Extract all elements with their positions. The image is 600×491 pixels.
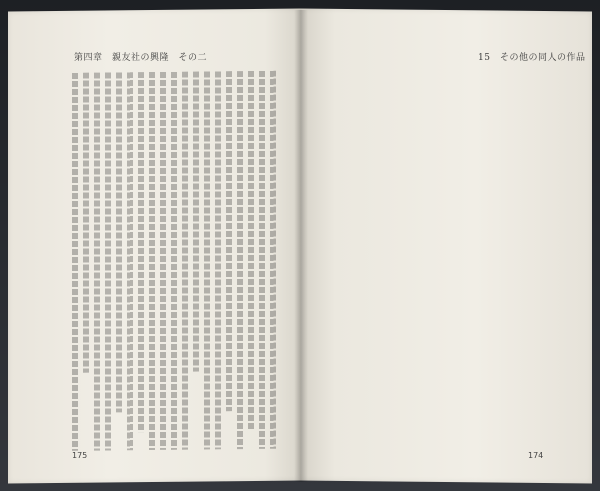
- text-column: [204, 71, 210, 449]
- text-column: [138, 72, 144, 432]
- left-page-body-text: [66, 71, 276, 453]
- left-page: [8, 8, 300, 483]
- right-page: [300, 8, 592, 483]
- text-column: [160, 72, 166, 450]
- text-column: [72, 73, 78, 451]
- text-column: [226, 71, 232, 411]
- right-page-running-header: 15 その他の同人の作品: [478, 53, 586, 63]
- text-column: [259, 71, 265, 449]
- text-column: [248, 71, 254, 431]
- text-column: [116, 72, 122, 412]
- text-column: [237, 71, 243, 449]
- open-book: [8, 10, 592, 482]
- text-column: [94, 73, 100, 451]
- left-page-running-header: 第四章 親友社の興隆 その二: [74, 53, 208, 63]
- left-page-number: 175: [72, 451, 88, 460]
- text-column: [270, 71, 276, 449]
- text-column: [149, 72, 155, 450]
- text-column: [127, 72, 133, 450]
- text-column: [83, 73, 89, 373]
- book-gutter: [294, 10, 308, 482]
- right-page-number: 174: [528, 451, 544, 460]
- text-column: [182, 72, 188, 450]
- text-column: [193, 72, 199, 372]
- text-column: [171, 72, 177, 450]
- text-column: [105, 72, 111, 450]
- text-column: [215, 71, 221, 449]
